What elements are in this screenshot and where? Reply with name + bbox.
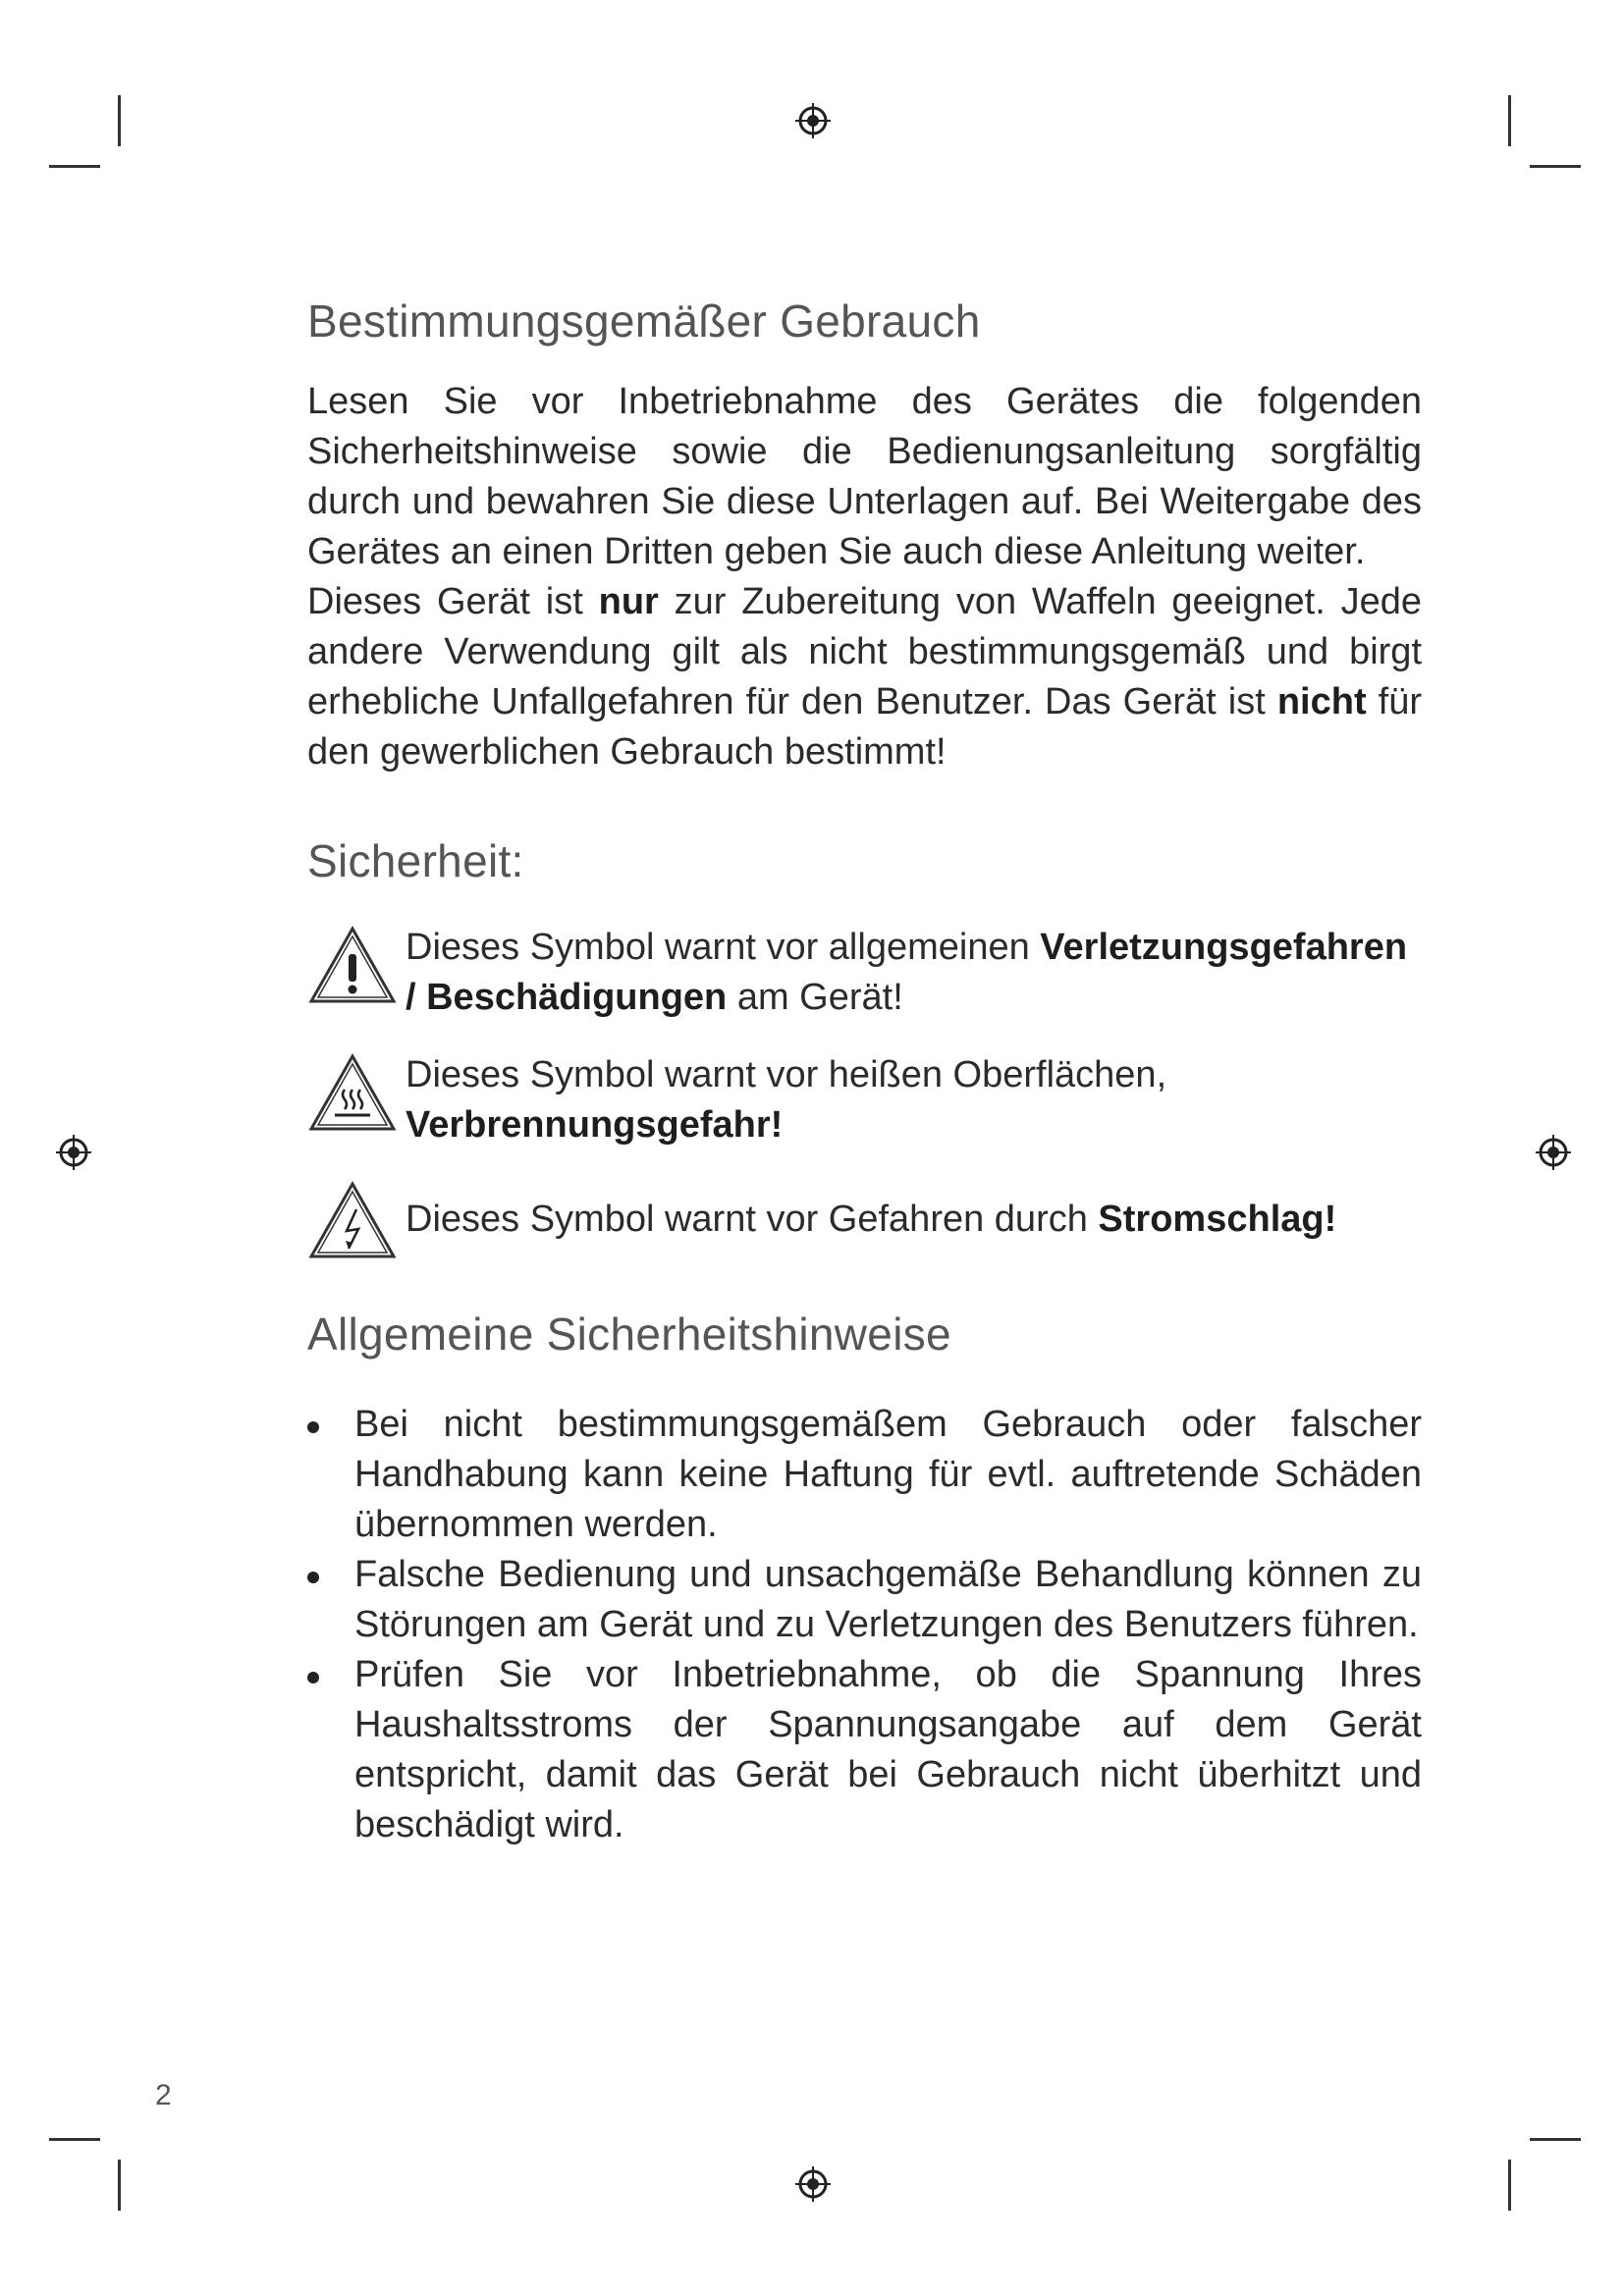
- text-segment: für den gewerblichen Gebrauch bestimmt!: [307, 681, 1423, 773]
- intended-use-paragraph-1: Lesen Sie vor Inbetriebnahme des Gerätes die folgenden Sicherheitshinweise sowie die Bedienungsanleitung sorgfältig durch und bewahren Sie diese Unterlagen auf. Bei Weitergabe des Gerätes an einen Dritten geben Sie auch diese Anleitung weiter.: [307, 381, 1422, 572]
- page-number: 2: [155, 2079, 172, 2111]
- text-segment: am Gerät!: [727, 977, 903, 1018]
- warning-general-text: [406, 923, 1422, 1023]
- warning-emphasis: Verbrennungsgefahr!: [406, 1104, 784, 1146]
- list-item: [307, 1650, 1422, 1850]
- warning-hot-surface: [307, 1050, 1422, 1150]
- crop-mark: [1508, 95, 1511, 146]
- bullet-icon: [307, 1572, 319, 1583]
- bullet-icon: [307, 1421, 319, 1433]
- text-segment: zur Zubereitung von Waffeln geeignet. Jede andere Verwendung gilt als nicht bestimmungsgemäß und birgt erhebliche Unfallgefahren für den Benutzer. Das Gerät ist: [307, 581, 1422, 722]
- crop-mark: [49, 2138, 100, 2141]
- list-item: [307, 1400, 1422, 1550]
- crop-mark: [118, 2160, 121, 2211]
- emphasis-not: nicht: [1276, 681, 1367, 722]
- registration-mark-icon: [1534, 1133, 1573, 1172]
- text-segment: Dieses Symbol warnt vor heißen Oberflächen,: [406, 1054, 1167, 1095]
- page-content: [307, 294, 1422, 1850]
- registration-mark-icon: [793, 2164, 833, 2204]
- bullet-icon: [307, 1672, 319, 1683]
- crop-mark: [1530, 165, 1581, 168]
- text-segment: Dieses Symbol warnt vor allgemeinen: [406, 927, 1041, 968]
- list-item-text: Falsche Bedienung und unsachgemäße Behandlung können zu Störungen am Gerät und zu Verletzungen des Benutzers führen.: [354, 1554, 1422, 1645]
- list-item-text: Prüfen Sie vor Inbetriebnahme, ob die Spannung Ihres Haushaltsstroms der Spannungsangabe auf dem Gerät entspricht, damit das Gerät bei Gebrauch nicht überhitzt und beschädigt wird.: [354, 1654, 1422, 1845]
- text-segment: Dieses Gerät ist: [307, 581, 599, 622]
- crop-mark: [49, 165, 100, 168]
- list-item-text: Bei nicht bestimmungsgemäßem Gebrauch oder falscher Handhabung kann keine Haftung für evtl. auftretende Schäden übernommen werden.: [354, 1404, 1422, 1545]
- electric-shock-warning-icon: [307, 1180, 398, 1260]
- warning-emphasis: Verletzungsgefahren / Beschädigungen: [406, 927, 1408, 1018]
- crop-mark: [1530, 2138, 1581, 2141]
- warning-emphasis: Stromschlag!: [1098, 1198, 1337, 1240]
- warning-hot-surface-text: [406, 1050, 1166, 1150]
- crop-mark: [118, 95, 121, 146]
- registration-mark-icon: [793, 101, 833, 140]
- list-item: [307, 1550, 1422, 1650]
- crop-mark: [1508, 2160, 1511, 2211]
- hot-surface-warning-icon: [307, 1052, 398, 1133]
- intended-use-paragraph-2: [307, 577, 1422, 777]
- general-safety-list: [307, 1400, 1422, 1850]
- section-title-intended-use: Bestimmungsgemäßer Gebrauch: [307, 295, 981, 347]
- warning-general: [307, 923, 1422, 1023]
- emphasis-only: nur: [598, 581, 659, 622]
- section-title-safety: Sicherheit:: [307, 835, 524, 886]
- exclamation-warning-icon: [307, 925, 398, 1005]
- warning-electric-shock: [307, 1178, 1422, 1260]
- text-segment: Dieses Symbol warnt vor Gefahren durch: [406, 1198, 1099, 1240]
- registration-mark-icon: [54, 1133, 93, 1172]
- warning-electric-shock-text: [406, 1195, 1336, 1245]
- section-title-general-safety: Allgemeine Sicherheitshinweise: [307, 1308, 951, 1360]
